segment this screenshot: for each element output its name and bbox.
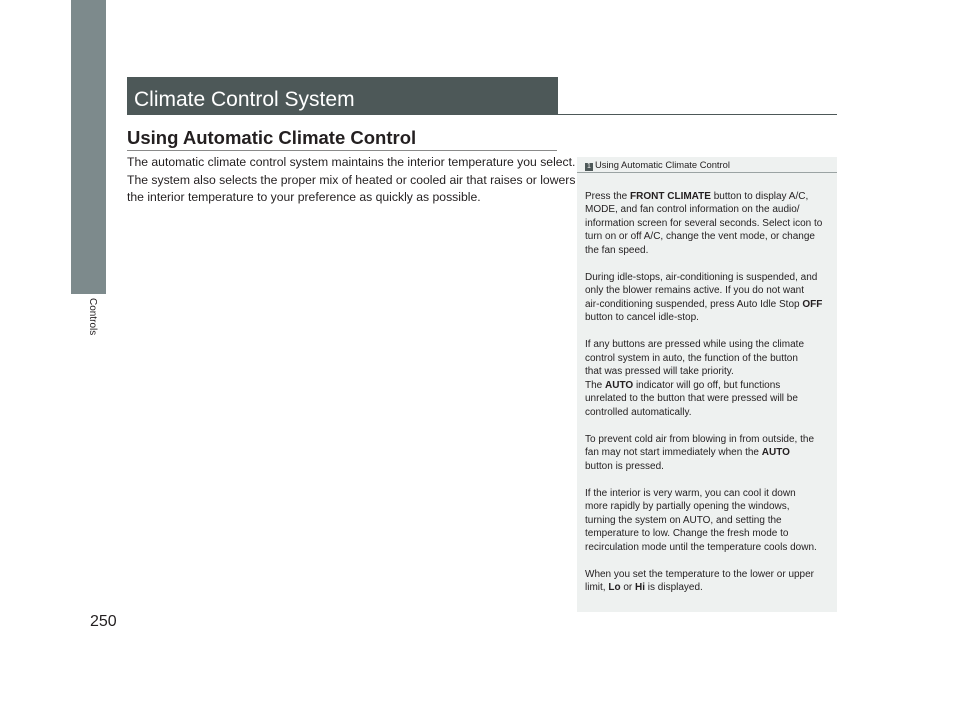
banner-divider [558, 114, 837, 115]
note-text: or [620, 582, 636, 593]
note-text: turn on or off A/C, change the vent mode, or change [585, 231, 815, 242]
sidebar-section-label: Controls [87, 298, 98, 336]
note-body [585, 176, 831, 608]
note-text: limit, [585, 582, 609, 593]
note-text: control system in auto, the function of the button [585, 352, 798, 364]
hi-display-label: Hi [635, 582, 646, 593]
note-text: more rapidly by partially opening the windows, [585, 501, 790, 512]
note-text: temperature to low. Change the fresh mode to [585, 528, 789, 539]
note-reference-icon: 1 [585, 163, 593, 171]
note-text: button is pressed. [585, 460, 664, 472]
note-text: MODE, and fan control information on the audio/ [585, 204, 800, 215]
note-text: unrelated to the button that were pressed will be [585, 393, 798, 404]
off-button-label: OFF [802, 298, 823, 310]
sidebar-section-tab [71, 268, 106, 294]
note-text: To prevent cold air from blowing in from outside, the [585, 433, 814, 445]
section-body [127, 154, 576, 207]
note-text: the fan speed. [585, 244, 649, 256]
note-text: The [585, 379, 606, 391]
note-text: When you set the temperature to the lower or upper [585, 568, 815, 580]
sidebar-bar [71, 0, 106, 268]
note-text: If the interior is very warm, you can cool it down [585, 487, 796, 499]
note-text: recirculation mode until the temperature cools down. [585, 541, 817, 553]
auto-button-label: AUTO [761, 447, 790, 458]
note-text: indicator will go off, but functions [633, 379, 781, 391]
lo-display-label: Lo [608, 582, 621, 593]
note-text: controlled automatically. [585, 406, 692, 418]
page-number: 250 [90, 613, 117, 630]
note-text: is displayed. [645, 582, 703, 593]
note-text: fan may not start immediately when the [585, 447, 762, 458]
note-text: air-conditioning suspended, press Auto Idle Stop [585, 298, 803, 310]
note-header-text: Using Automatic Climate Control [595, 159, 730, 170]
note-text: During idle-stops, air-conditioning is suspended, and [585, 271, 818, 283]
note-text: Press the [585, 190, 631, 202]
note-text: button to display A/C, [710, 190, 809, 202]
note-text: that was pressed will take priority. [585, 366, 734, 377]
note-divider [577, 172, 837, 173]
note-text: If any buttons are pressed while using the climate [585, 339, 805, 350]
note-text: only the blower remains active. If you do not want [585, 285, 805, 296]
note-text: button to cancel idle-stop. [585, 312, 699, 323]
note-header [585, 159, 730, 171]
section-divider [127, 150, 557, 151]
chapter-title: Climate Control System [134, 88, 355, 111]
note-text: information screen for several seconds. Select icon to [585, 217, 823, 229]
front-climate-button-label: FRONT CLIMATE [630, 190, 711, 202]
section-heading: Using Automatic Climate Control [127, 127, 417, 148]
body-line: The automatic climate control system maintains the interior temperature you select. [127, 155, 576, 169]
auto-indicator-label: AUTO [605, 379, 634, 391]
body-line: The system also selects the proper mix of heated or cooled air that raises or lowers [127, 172, 576, 187]
note-text: turning the system on AUTO, and setting the [585, 514, 782, 526]
body-line: the interior temperature to your preference as quickly as possible. [127, 190, 481, 204]
